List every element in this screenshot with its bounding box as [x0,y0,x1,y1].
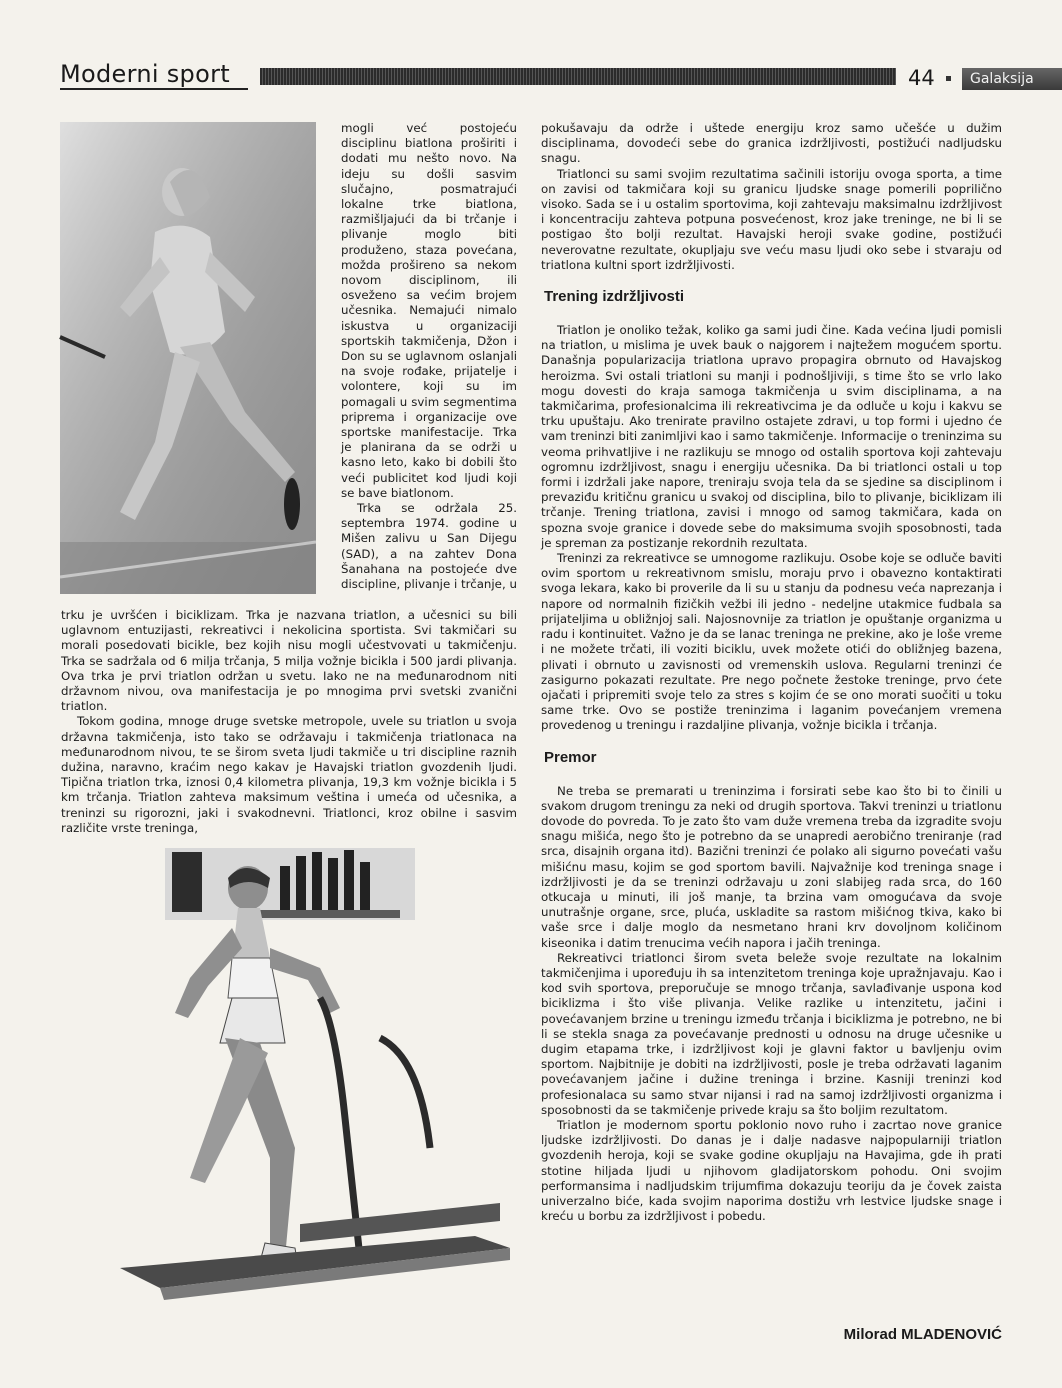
paragraph: Triatlon je modernom sportu poklonio novo ruho i zacrtao nove granice ljudske izdržljivosti. Do danas je i dalje nadasve najpopularniji triatlon gvozdenih heroja, koji se svake godine okupljaju na Havajima, gde ih prati stotine hiljada ljudi u njihovom gladijatorskom pohodu. Oni svojim performansima i nadljudskim trijumfima dokazuju teoriju da je čovek zaista univerzalno biće, kada svojim naporima dostižu vrh lestvice ljudske snage i kreću u borbu za izdržljivost i pobedu. [541,1117,1002,1224]
paragraph: Rekreativci triatlonci širom sveta beleže svoje rezultate na lokalnim takmičenjima i upoređuju ih sa intenzitetom treninga koje upražnjavaju. Kao i kod svih sportova, preporučuje se mnogo trčanja, savlađivanje uspona kod biciklizma i što više plivanja. Velike razlike u intenzitetu, jačini i povećavanjem brzine u treningu između trčanja i biciklizma je potrebno, ne bi li se stekla snaga za povećavanje prednosti u odnosu na druge učesnike u dugim etapama trke, i izdržljivost koji je glavni faktor u bavljenju ovim sportom. Najbitnije je dobiti na izdržljivosti, posle je treba održavati laganim povećavanjem jačine i dužine treninga i brzine. Kasniji treninzi kod profesionalaca su samo stvar nijansi i rad na samoj izdržljivosti organizma i sposobnosti da se takmičenje privede kraju sa što boljim rezultatom. [541,950,1002,1117]
page-header [60,58,1034,94]
paragraph: Tokom godina, mnoge druge svetske metropole, uvele su triatlon u svoja državna takmičenja, isto tako se održavaju i takmičenja triatlonaca na međunarodnom nivou, te se širom sveta ljudi takmiče u tri discipline raznih dužina, naravno, kraćim nego kakav je Havajski triatlon gvozdenih ljudi. Tipična triatlon trka, iznosi 0,4 kilometra plivanja, 19,3 km vožnje bicikla i 5 km trčanja. Triatlon zahteva maksimum veština i umeća od učesnika, a treninzi su rigorozni, jaki i svakodnevni. Triatlonci, kroz obilne i sasvim različite vrste treninga, [61,714,517,835]
bullet-icon [946,76,951,81]
paragraph: Triatlonci su sami svojim rezultatima sačinili istoriju ovoga sporta, a time on zavisi od takmičara koji su granicu ljudske snage pomerili poprilično visoko. Sada se i u ostalim sportovima, koji zahtevaju maksimalnu izdržljivost i koncentraciju zahteva potpuna posvećenost, kroz jake treninge, ne bi li se postigao što bolji rezultat. Havajski heroji svake godine, postižući neverovatne rezultate, okupljaju sve veću masu ljudi oko sebe i stvaraju od triatlona kultni sport izdržljivosti. [541,166,1002,272]
subheading-training: Trening izdržljivosti [544,288,685,306]
article-right-column [541,121,1002,1224]
author-byline: Milorad MLADENOVIĆ [843,1326,1002,1343]
runner-photo [60,122,316,594]
paragraph: Triatlon je onoliko težak, koliko ga sami judi čine. Kada većina ljudi pomisli na triatlon, u mislima je uvek bauk o najgorem i najtežem mogućem sportu. Današnja popularizacija triatlona upravo propagira obrnuto od Havajskog heroizma. Svi ostali triatloni su manji i podnošljiviji, s time što se vrlo lako mogu dovesti do kraja samoga takmičenja u svim disciplinama, a na takmičarima, profesionalcima ili rekreativcima je da odluče u koju i kakvu se trku upuštaju. Ako trenirate pravilno ostajete zdravi, u top formi i ujedno će vam treninzi biti zanimljivi kao i samo takmičenje. Informacije o treninzima su veoma prihvatljive i ne razlikuju se mnogo od ostalih sportova koji zahtevaju ogromnu izdržljivost, snagu i energiju učesnika. Da bi triatlonci ostali u top formi i izdržali jake napore, treniraju svoja tela da se sjedine sa disciplinom i prevaziđu kritičnu granicu u svakoj od disciplina, bilo to plivanje, biciklizam ili trčanje. Trening triatlona, zavisi i mnogo od samog takmičara, kada on spozna svoje granice i dovede sebe do maksimuma svojih sposobnosti, tada je spreman za postizanje rekordnih rezultata. [541,323,1002,550]
page-number: 44 [908,66,935,90]
subheading-premor: Premor [544,748,597,766]
treadmill-photo-graphic [120,848,510,1308]
article-left-column [61,608,517,836]
section-title-underline [60,88,248,90]
runner-photo-graphic [60,122,316,594]
treadmill-photo [120,848,510,1308]
paragraph: Ne treba se premarati u treninzima i forsirati sebe kao što bi to činili u svakom drugom treningu za neki od drugih sportova. Takvi treninzi u triatlonu dovode do povreda. To je zato što vam duže vremena treba da izgradite svoju snagu mišića, nego što je potrebno da se unapredi aerobično treniranje (rad srca, disajnih organa itd). Bazični treninzi će polako ali sigurno povećati vašu mišićnu masu, kojim se god sportom bavili. Najvažnije kod treninga snage i izdržljivosti je da se treninzi održavaju u zoni slabijeg rada srca, do 160 otkucaja u minuti, ili još manje, ta brzina vam omogućava da svoje unutrašnje organe, srce, pluća, uskladite sa rastom mišićnog tkiva, kako bi vaše srce i dalje moglo da nesmetano hrani krv dovoljnom količinom kiseonika i datim trenucima većih napora i jačih treninga. [541,783,1002,950]
paragraph: pokušavaju da održe i uštede energiju kroz samo učešće u dužim disciplinama, dovodeći sebe do granica izdržljivosti, postižući nadljudsku snagu. [541,121,1002,166]
magazine-name-tag: Galaksija [962,68,1062,90]
article-narrow-column [341,121,517,592]
header-decorative-bar [260,68,896,85]
paragraph: Trka se održala 25. septembra 1974. godine u Mišen zalivu u San Dijegu (SAD), a na zahtev Dona Šanahana na postojeće dve discipline, plivanje i trčanje, u [341,501,517,592]
paragraph: Treninzi za rekreativce se umnogome razlikuju. Osobe koje se odluče baviti ovim sportom u rekreativnom smislu, moraju prvo i obavezno kontaktirati svoga lekara, kako bi proverile da li su u stanju da podnesu veća naprezanja i napore od normalnih fizičkih vežbi ili jedno - nedeljne utakmice fudbala sa prijateljima u obližnjoj sali. Najosnovnije za triatlon je opuštanje organizma u radu i kontinuitet. Važno je da se lanac treninga ne prekine, ako je loše vreme i ne možete trčati, ili voziti biciklu, uvek možete otići do obližnjeg bazena, plivati i obrnuto u zavisnosti od vremenskih uslova. Regularni treninzi će zasigurno pokazati rezultate. Pre nego počnete žestoke treninge, prvo ćete ojačati i pripremiti svoje telo za stres s kojim će se ono morati suočiti u toku same trke. Ovo se postiže treninzima i laganim povećanjem vremena provedenog u treningu i razdaljine plivanja, vožnje bicikla i trčanja. [541,551,1002,733]
paragraph: mogli već postojeću disciplinu biatlona proširiti i dodati mu nešto novo. Na ideju su došli sasvim slučajno, posmatrajući lokalne trke biatlona, razmišljajući da bi trčanje i plivanje moglo biti produženo, staza povećana, možda prošireno sa nekom novom disciplinom, ili osveženo sa većim brojem učesnika. Nemajući nimalo iskustva u organizaciji sportskih takmičenja, Džon i Don su se uglavnom oslanjali na svoje rođake, prijatelje i volontere, koji su im pomagali u svim segmentima priprema i organizacije ove sportske manifestacije. Trka je planirana da se održi u kasno leto, kako bi dobili što veći publicitet kod ljudi koji se bave biatlonom. [341,121,517,500]
paragraph: trku je uvršćen i biciklizam. Trka je nazvana triatlon, a učesnici su bili uglavnom entuzijasti, rekreativci i nekolicina sportista. Svi takmičari su morali posedovati bicikle, bez kojih nisu mogli učestvovati u takmičenju. Trka se sadržala od 6 milja trčanja, 5 milja vožnje bicikla i 500 jardi plivanja. Ova trka je prvi triatlon održan u svetu. Iako ne na međunarodnom niti državnom nivou, ova manifestacija je po mnogima prvi svetski zvanični triatlon. [61,608,517,714]
section-title: Moderni sport [60,60,230,88]
